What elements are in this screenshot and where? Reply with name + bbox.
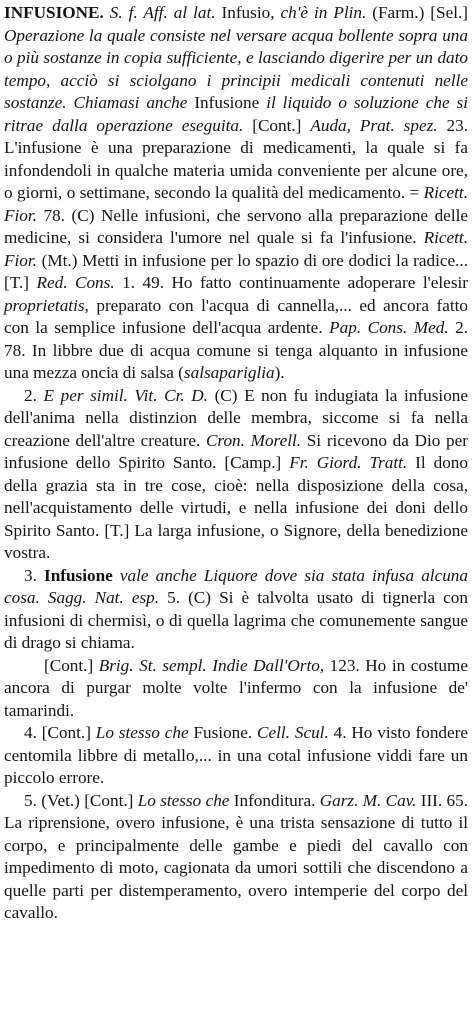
body-text: ). — [274, 363, 285, 382]
italic-text: Cron. Morell. — [205, 430, 302, 450]
body-text: preparato con l'acqua di cannella,... ed ancora fatto con la semplice infusione dell'acqua ardente. — [4, 295, 468, 337]
sense-5-paragraph — [4, 790, 468, 925]
headword-text: INFUSIONE. — [4, 3, 104, 22]
body-text: [Cont.] — [44, 655, 99, 675]
italic-text: Fr. Giord. Tratt. — [289, 453, 408, 472]
sense-3-citation-paragraph — [4, 655, 468, 723]
body-text: 78. (C) Nelle infusioni, che servono alla preparazione delle medicine, si considera l'umore nel quale si fa l'infusione. — [4, 205, 468, 247]
sense-3-paragraph — [4, 565, 468, 655]
italic-text: Garz. M. Cav. — [319, 790, 417, 810]
italic-text: vale anche Liquore dove sia stata infusa alcuna cosa. Sagg. Nat. esp. — [4, 565, 468, 607]
body-text: 4. [Cont.] — [24, 723, 96, 742]
italic-text: proprietatis, — [4, 295, 89, 315]
body-text: Infusione — [187, 93, 267, 112]
body-text: Infusio, — [215, 3, 281, 22]
body-text: Il dono della grazia sta in tre cose, cioè: nella disposizione della cosa, nell'acquistamento delle virtudi, e nella infusione dei doni dello Spirito Santo. [T.] La larga infusione, o Signore, della benedizione vostra. — [4, 453, 468, 562]
italic-text: Cell. Scul. — [257, 723, 329, 742]
italic-text: Ricett. Fior. — [4, 228, 468, 270]
sense-4-paragraph — [4, 722, 468, 790]
body-text: Infonditura. — [229, 790, 320, 810]
body-text: 5. (C) Si è talvolta usato di tignerla con infusioni di chermisì, o di quella lagrima che comunemente sangue di drago si chiama. — [4, 588, 468, 652]
italic-text: Auda, Prat. spez. — [310, 115, 438, 135]
sense-2-paragraph — [4, 385, 468, 565]
body-text: 2. 78. In libbre due di acqua comune si tenga alquanto in infusione una mezza oncia di salsa ( — [4, 318, 468, 382]
italic-text: Pap. Cons. Med. — [329, 318, 449, 337]
italic-text: Lo stesso che — [137, 790, 230, 810]
italic-text: il liquido o soluzione che si ritrae dalla operazione eseguita. — [4, 93, 469, 135]
italic-text: Ricett. Fior. — [4, 183, 468, 225]
body-text: 3. — [24, 565, 45, 585]
body-text: (C) E non fu indugiata la infusione dell'anima nella distinzion delle membra, siccome si fa nella creazione dell'altre creature. — [4, 385, 469, 450]
body-text: Fusione. — [188, 723, 258, 742]
body-text: 123. Ho in costume ancora di purgar molte volte l'infermo con la infusione de' tamarindi. — [4, 655, 468, 720]
italic-text: Operazione la quale consiste nel versare acqua bollente sopra una o più sostanze in copia sufficiente, e lasciando digerire per un dato tempo, acciò si sciolgano i principii medicali contenuti nelle sostanze. Chiamasi anche — [4, 25, 468, 112]
body-text: 4. Ho visto fondere centomila libbre di metallo,... in una cotal infusione viddi fare un piccolo errore. — [4, 723, 469, 787]
italic-text: Lo stesso che — [95, 723, 189, 742]
italic-text: E per simil. Vit. Cr. D. — [43, 385, 208, 405]
body-text: (Mt.) Metti in infusione per lo spazio di ore dodici la radice... [T.] — [4, 250, 468, 292]
body-text: 1. 49. Ho fatto continuamente adoperare l'elesir — [114, 273, 469, 292]
headword-text: Infusione — [44, 565, 113, 585]
italic-text: S. f. Aff. al lat. — [103, 3, 216, 22]
body-text: 5. (Vet.) [Cont.] — [24, 790, 138, 810]
body-text: 23. L'infusione è una preparazione di medicamenti, la quale si fa infondendoli in qualche materia umida conveniente per alcune ore, o giorni, o settimane, secondo la qualità del medicamento. = — [4, 115, 469, 202]
body-text: 2. — [24, 385, 44, 405]
body-text: Si ricevono da Dio per infusione dello Spirito Santo. [Camp.] — [4, 430, 468, 472]
body-text: III. 65. La riprensione, overo infusione, è una trista sensazione di tutto il corpo, e principalmente delle gambe e piedi del cavallo con impedimento di moto, cagionata da umori sottili che discendono a quelle parti per distemperamento, overo intemperie del corpo del cavallo. — [4, 790, 468, 922]
italic-text: Red. Cons. — [36, 273, 115, 292]
italic-text: Brig. St. sempl. Indie Dall'Orto, — [98, 655, 325, 675]
body-text: [Cont.] — [243, 115, 311, 135]
italic-text: salsapariglia — [183, 363, 275, 382]
italic-text: ch'è in Plin. — [280, 3, 367, 22]
body-text: (Farm.) [Sel.] — [366, 3, 468, 22]
entry-definition-paragraph — [4, 2, 468, 385]
